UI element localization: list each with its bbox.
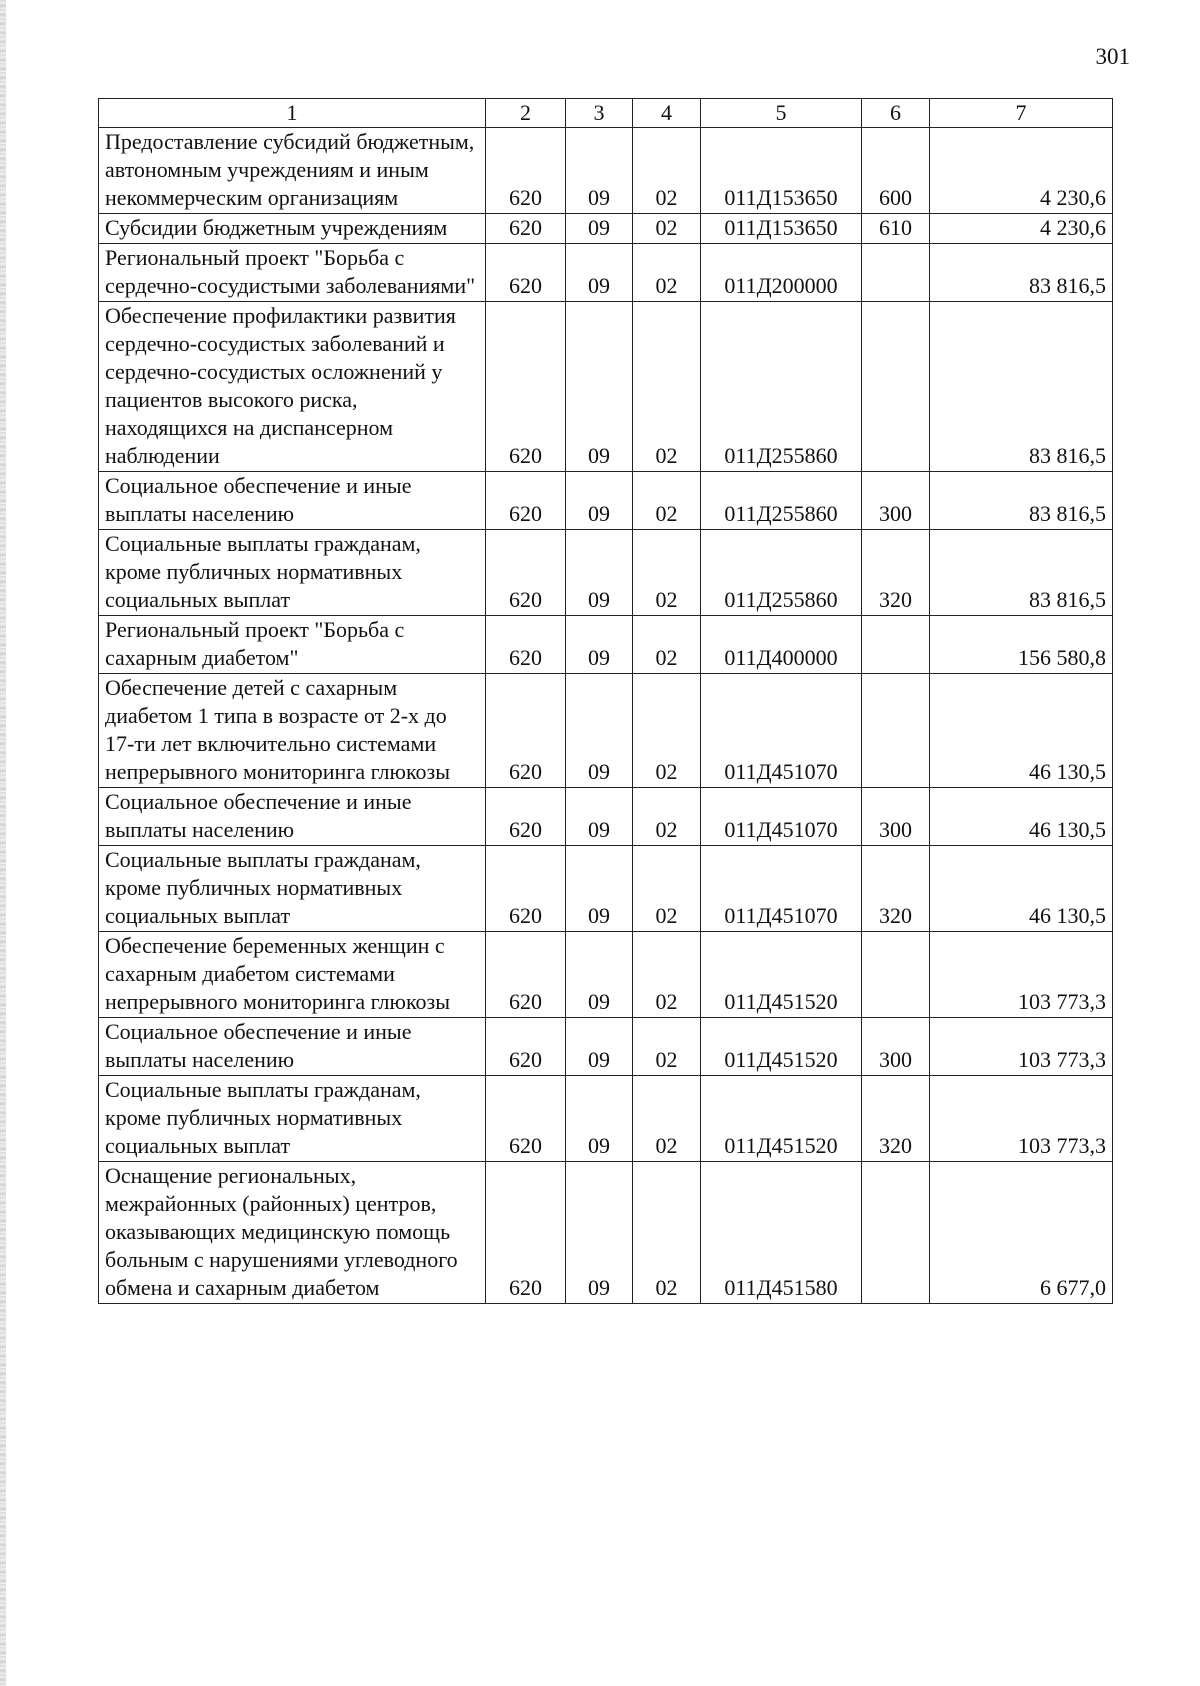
section-code: 09	[566, 128, 633, 214]
target-article-code: 011Д153650	[701, 128, 862, 214]
amount: 4 230,6	[930, 128, 1113, 214]
table-row	[99, 244, 1113, 302]
column-header: 3	[566, 99, 633, 128]
expense-name: Предоставление субсидий бюджетным, автономным учреждениям и иным некоммерческим организациям	[99, 128, 486, 214]
column-header: 4	[633, 99, 701, 128]
target-article-code: 011Д451520	[701, 1076, 862, 1162]
column-header: 5	[701, 99, 862, 128]
target-article-code: 011Д451070	[701, 788, 862, 846]
amount: 83 816,5	[930, 302, 1113, 472]
subsection-code: 02	[633, 214, 701, 244]
table-row	[99, 1018, 1113, 1076]
target-article-code: 011Д451070	[701, 846, 862, 932]
target-article-code: 011Д451520	[701, 932, 862, 1018]
budget-table	[98, 98, 1113, 1304]
subsection-code: 02	[633, 1076, 701, 1162]
column-number-row	[99, 99, 1113, 128]
table-row	[99, 1076, 1113, 1162]
expense-name: Социальные выплаты гражданам, кроме публичных нормативных социальных выплат	[99, 846, 486, 932]
section-code: 09	[566, 674, 633, 788]
column-header: 6	[862, 99, 930, 128]
department-code: 620	[486, 1162, 566, 1304]
expense-type-code	[862, 674, 930, 788]
expense-name: Социальное обеспечение и иные выплаты населению	[99, 788, 486, 846]
table-row	[99, 530, 1113, 616]
amount: 103 773,3	[930, 1076, 1113, 1162]
table-row	[99, 846, 1113, 932]
expense-name: Региональный проект "Борьба с сахарным диабетом"	[99, 616, 486, 674]
expense-name: Социальное обеспечение и иные выплаты населению	[99, 1018, 486, 1076]
expense-type-code	[862, 932, 930, 1018]
department-code: 620	[486, 674, 566, 788]
target-article-code: 011Д255860	[701, 530, 862, 616]
target-article-code: 011Д451520	[701, 1018, 862, 1076]
section-code: 09	[566, 1076, 633, 1162]
subsection-code: 02	[633, 1162, 701, 1304]
department-code: 620	[486, 214, 566, 244]
expense-name: Социальное обеспечение и иные выплаты населению	[99, 472, 486, 530]
target-article-code: 011Д400000	[701, 616, 862, 674]
subsection-code: 02	[633, 932, 701, 1018]
section-code: 09	[566, 616, 633, 674]
amount: 6 677,0	[930, 1162, 1113, 1304]
amount: 83 816,5	[930, 530, 1113, 616]
amount: 46 130,5	[930, 788, 1113, 846]
subsection-code: 02	[633, 674, 701, 788]
expense-type-code	[862, 616, 930, 674]
department-code: 620	[486, 932, 566, 1018]
department-code: 620	[486, 616, 566, 674]
expense-type-code: 610	[862, 214, 930, 244]
amount: 46 130,5	[930, 674, 1113, 788]
table-row	[99, 788, 1113, 846]
expense-name: Социальные выплаты гражданам, кроме публичных нормативных социальных выплат	[99, 530, 486, 616]
subsection-code: 02	[633, 846, 701, 932]
target-article-code: 011Д255860	[701, 472, 862, 530]
subsection-code: 02	[633, 128, 701, 214]
table-row	[99, 1162, 1113, 1304]
section-code: 09	[566, 932, 633, 1018]
department-code: 620	[486, 244, 566, 302]
section-code: 09	[566, 788, 633, 846]
subsection-code: 02	[633, 244, 701, 302]
department-code: 620	[486, 1076, 566, 1162]
scan-edge	[0, 0, 6, 1686]
target-article-code: 011Д200000	[701, 244, 862, 302]
department-code: 620	[486, 472, 566, 530]
expense-type-code	[862, 302, 930, 472]
expense-type-code: 600	[862, 128, 930, 214]
amount: 103 773,3	[930, 932, 1113, 1018]
expense-type-code: 320	[862, 530, 930, 616]
subsection-code: 02	[633, 616, 701, 674]
amount: 156 580,8	[930, 616, 1113, 674]
expense-name: Региональный проект "Борьба с сердечно-сосудистыми заболеваниями"	[99, 244, 486, 302]
page-number: 301	[1095, 44, 1130, 69]
expense-name: Субсидии бюджетным учреждениям	[99, 214, 486, 244]
column-header: 1	[99, 99, 486, 128]
amount: 4 230,6	[930, 214, 1113, 244]
column-header: 2	[486, 99, 566, 128]
amount: 103 773,3	[930, 1018, 1113, 1076]
department-code: 620	[486, 788, 566, 846]
table-row	[99, 214, 1113, 244]
section-code: 09	[566, 846, 633, 932]
table-row	[99, 674, 1113, 788]
table-row	[99, 472, 1113, 530]
section-code: 09	[566, 1018, 633, 1076]
subsection-code: 02	[633, 1018, 701, 1076]
department-code: 620	[486, 1018, 566, 1076]
expense-type-code: 300	[862, 472, 930, 530]
expense-name: Обеспечение беременных женщин с сахарным диабетом системами непрерывного мониторинга глюкозы	[99, 932, 486, 1018]
department-code: 620	[486, 302, 566, 472]
table-row	[99, 932, 1113, 1018]
table-row	[99, 302, 1113, 472]
target-article-code: 011Д451580	[701, 1162, 862, 1304]
subsection-code: 02	[633, 530, 701, 616]
expense-type-code: 300	[862, 1018, 930, 1076]
expense-type-code	[862, 1162, 930, 1304]
department-code: 620	[486, 846, 566, 932]
expense-type-code: 320	[862, 1076, 930, 1162]
expense-type-code: 300	[862, 788, 930, 846]
section-code: 09	[566, 244, 633, 302]
section-code: 09	[566, 530, 633, 616]
section-code: 09	[566, 472, 633, 530]
section-code: 09	[566, 1162, 633, 1304]
target-article-code: 011Д255860	[701, 302, 862, 472]
target-article-code: 011Д153650	[701, 214, 862, 244]
expense-type-code	[862, 244, 930, 302]
expense-name: Социальные выплаты гражданам, кроме публичных нормативных социальных выплат	[99, 1076, 486, 1162]
subsection-code: 02	[633, 788, 701, 846]
target-article-code: 011Д451070	[701, 674, 862, 788]
department-code: 620	[486, 530, 566, 616]
subsection-code: 02	[633, 302, 701, 472]
amount: 46 130,5	[930, 846, 1113, 932]
table-row	[99, 616, 1113, 674]
expense-type-code: 320	[862, 846, 930, 932]
amount: 83 816,5	[930, 244, 1113, 302]
section-code: 09	[566, 302, 633, 472]
amount: 83 816,5	[930, 472, 1113, 530]
expense-name: Оснащение региональных, межрайонных (районных) центров, оказывающих медицинскую помощь больным с нарушениями углеводного обмена и сахарным диабетом	[99, 1162, 486, 1304]
expense-name: Обеспечение детей с сахарным диабетом 1 типа в возрасте от 2-х до 17-ти лет включительно системами непрерывного мониторинга глюкозы	[99, 674, 486, 788]
table-row	[99, 128, 1113, 214]
subsection-code: 02	[633, 472, 701, 530]
expense-name: Обеспечение профилактики развития сердечно-сосудистых заболеваний и сердечно-сосудистых осложнений у пациентов высокого риска, находящихся на диспансерном наблюдении	[99, 302, 486, 472]
column-header: 7	[930, 99, 1113, 128]
department-code: 620	[486, 128, 566, 214]
section-code: 09	[566, 214, 633, 244]
